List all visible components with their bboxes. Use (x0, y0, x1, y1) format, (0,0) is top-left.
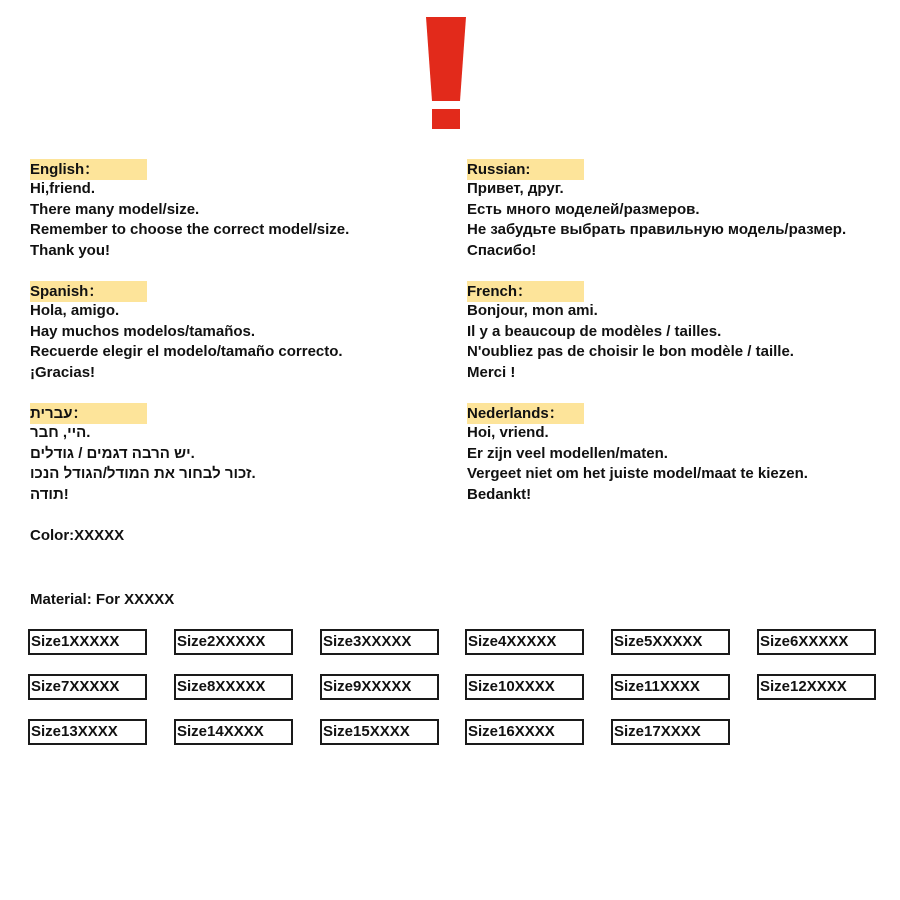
size-box-16: Size16XXXX (465, 719, 584, 745)
size-box-4: Size4XXXXX (465, 629, 584, 655)
dutch-line-2: Er zijn veel modellen/maten. (467, 444, 668, 462)
russian-line-2: Есть много моделей/размеров. (467, 200, 700, 218)
size-box-6: Size6XXXXX (757, 629, 876, 655)
french-label: French： (467, 281, 584, 302)
spanish-line-4: ¡Gracias! (30, 363, 96, 381)
size-box-2: Size2XXXXX (174, 629, 293, 655)
spanish-block (30, 281, 343, 383)
size-box-1: Size1XXXXX (28, 629, 147, 655)
french-block (467, 281, 794, 383)
spanish-line-2: Hay muchos modelos/tamaños. (30, 322, 256, 340)
size-box-5: Size5XXXXX (611, 629, 730, 655)
dutch-label: Nederlands： (467, 403, 584, 424)
english-line-1: Hi,friend. (30, 180, 96, 198)
size-box-17: Size17XXXX (611, 719, 730, 745)
material-line: Material: For XXXXX (30, 591, 175, 608)
size-box-12: Size12XXXX (757, 674, 876, 700)
english-block (30, 159, 349, 261)
hebrew-block (30, 403, 256, 505)
russian-label: Russian: (467, 159, 584, 180)
spanish-line-3: Recuerde elegir el modelo/tamaño correcto. (30, 343, 343, 361)
size-box-7: Size7XXXXX (28, 674, 147, 700)
french-line-2: Il y a beaucoup de modèles / tailles. (467, 322, 722, 340)
size-box-10: Size10XXXX (465, 674, 584, 700)
exclamation-bar (426, 17, 466, 101)
russian-line-1: Привет, друг. (467, 180, 564, 198)
hebrew-line-3: וכנה לדוגה/לדומה תא רוחבל רוכז. (30, 465, 256, 483)
english-line-3: Remember to choose the correct model/size. (30, 221, 350, 239)
english-line-4: Thank you! (30, 241, 111, 259)
size-box-9: Size9XXXXX (320, 674, 439, 700)
color-line: Color:XXXXX (30, 527, 125, 544)
french-line-4: Merci ! (467, 363, 516, 381)
dutch-line-3: Vergeet niet om het juiste model/maat te kiezen. (467, 465, 808, 483)
russian-line-3: Не забудьте выбрать правильную модель/размер. (467, 221, 847, 239)
dutch-block (467, 403, 808, 505)
hebrew-line-4: הדות! (30, 485, 69, 503)
dutch-line-1: Hoi, vriend. (467, 424, 549, 442)
size-box-14: Size14XXXX (174, 719, 293, 745)
exclamation-dot (432, 109, 460, 129)
exclamation-icon (426, 17, 466, 129)
spanish-line-1: Hola, amigo. (30, 302, 120, 320)
french-line-1: Bonjour, mon ami. (467, 302, 598, 320)
hebrew-label: תירבע： (30, 403, 147, 424)
spanish-label: Spanish： (30, 281, 147, 302)
english-label: English： (30, 159, 147, 180)
size-box-3: Size3XXXXX (320, 629, 439, 655)
russian-line-4: Спасибо! (467, 241, 537, 259)
french-line-3: N'oubliez pas de choisir le bon modèle / taille. (467, 343, 794, 361)
russian-block (467, 159, 846, 261)
size-box-13: Size13XXXX (28, 719, 147, 745)
english-line-2: There many model/size. (30, 200, 200, 218)
size-box-8: Size8XXXXX (174, 674, 293, 700)
hebrew-line-2: םילדוג / םימגד הברה שי. (30, 444, 195, 462)
size-box-11: Size11XXXX (611, 674, 730, 700)
dutch-line-4: Bedankt! (467, 485, 532, 503)
hebrew-line-1: רבח ,ייה. (30, 424, 91, 442)
size-box-15: Size15XXXX (320, 719, 439, 745)
